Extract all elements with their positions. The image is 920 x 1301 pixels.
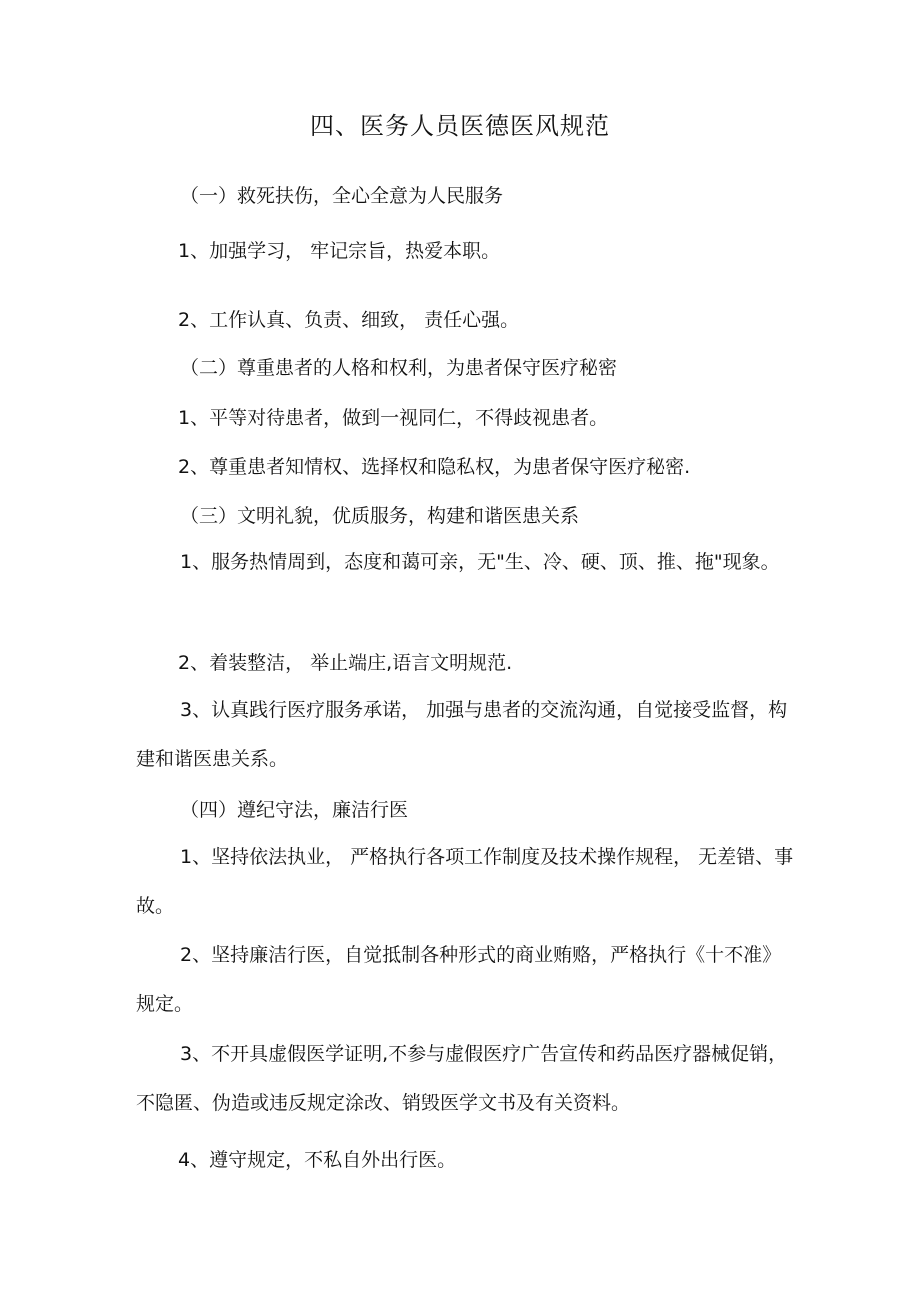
section-4-item-4: 4、遵守规定，不私自外出行医。 bbox=[178, 1149, 457, 1171]
section-heading-2: （二）尊重患者的人格和权利，为患者保守医疗秘密 bbox=[180, 357, 618, 379]
section-1-item-1: 1、加强学习， 牢记宗旨，热爱本职。 bbox=[178, 240, 501, 262]
section-heading-4: （四）遵纪守法，廉洁行医 bbox=[180, 799, 409, 821]
section-3-item-2: 2、着装整洁， 举止端庄,语言文明规范. bbox=[178, 652, 513, 674]
section-4-item-3: 3、不开具虚假医学证明,不参与虚假医疗广告宣传和药品医疗器械促销，不隐匿、伪造或违反规定涂改、销毁医学文书及有关资料。 bbox=[136, 1043, 788, 1114]
section-2-item-1: 1、平等对待患者，做到一视同仁，不得歧视患者。 bbox=[178, 407, 609, 429]
section-1-item-2: 2、工作认真、负责、细致， 责任心强。 bbox=[178, 309, 520, 331]
section-3-item-1: 1、服务热情周到，态度和蔼可亲，无"生、冷、硬、顶、推、拖"现象。 bbox=[180, 551, 780, 573]
section-2-item-2: 2、尊重患者知情权、选择权和隐私权，为患者保守医疗秘密. bbox=[178, 456, 691, 478]
section-heading-1: （一）救死扶伤，全心全意为人民服务 bbox=[180, 185, 504, 207]
section-3-item-3: 3、认真践行医疗服务承诺， 加强与患者的交流沟通，自觉接受监督，构建和谐医患关系。 bbox=[136, 699, 788, 770]
section-4-item-1: 1、坚持依法执业， 严格执行各项工作制度及技术操作规程， 无差错、事故。 bbox=[136, 846, 794, 917]
section-heading-3: （三）文明礼貌，优质服务，构建和谐医患关系 bbox=[180, 505, 580, 527]
section-4-item-2: 2、坚持廉洁行医，自觉抵制各种形式的商业贿赂，严格执行《十不准》规定。 bbox=[136, 944, 782, 1015]
page-title: 四、医务人员医德医风规范 bbox=[310, 112, 610, 140]
